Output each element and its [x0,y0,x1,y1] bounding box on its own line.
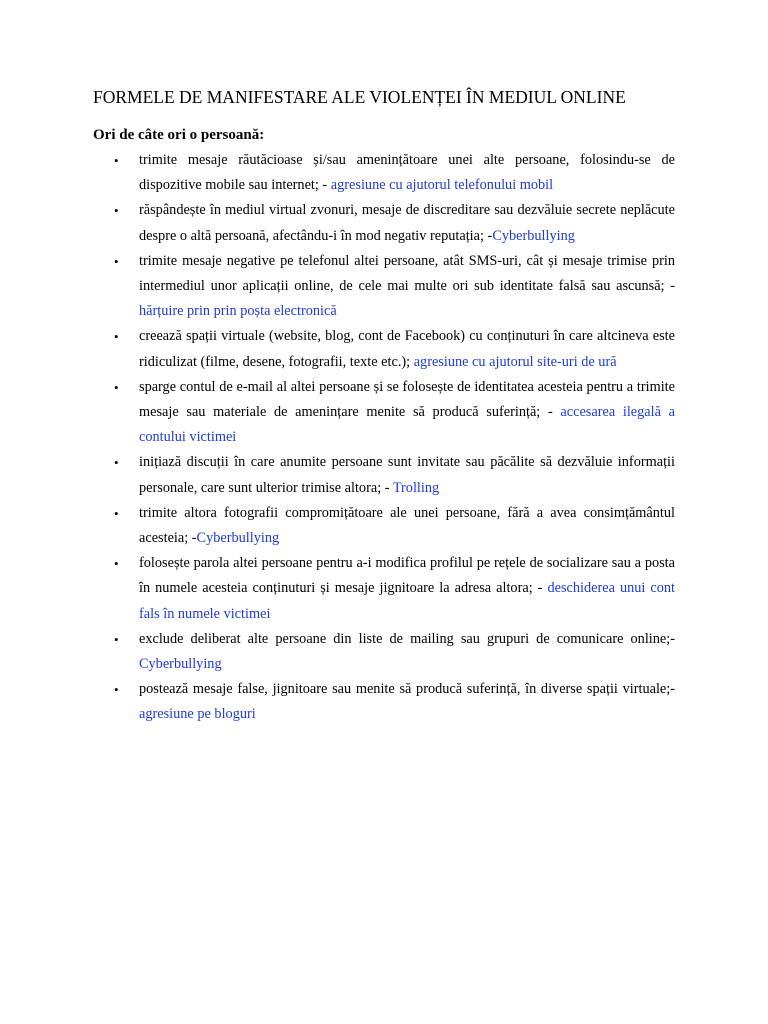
list-item [0,148,675,198]
bullet-icon: • [114,556,119,572]
list-item [0,627,675,677]
list-item [0,198,675,248]
list-item [0,677,675,727]
item-category: deschiderea unui cont fals în numele victimei [139,580,675,622]
item-text: postează mesaje false, jignitoare sau menite să producă suferință, în diverse spații virtuale;- [139,681,675,698]
item-text: exclude deliberat alte persoane din liste de mailing sau grupuri de comunicare online;- [139,630,675,647]
bullet-icon: • [114,682,119,698]
item-category: agresiune cu ajutorul site-uri de ură [413,353,617,370]
item-text: trimite mesaje negative pe telefonul altei persoane, atât SMS-uri, cât și mesaje trimise prin intermediul unor aplicații online, de cele mai multe ori sub identitate falsă sau ascunsă; - [139,252,675,295]
bullet-icon: • [114,631,119,647]
item-category: Cyberbullying [139,656,222,673]
list-item [0,450,675,500]
item-category: agresiune pe bloguri [139,706,256,723]
intro-heading: Ori de câte ori o persoană: [93,127,265,143]
item-text: trimite mesaje răutăcioase și/sau amenințătoare unei alte persoane, folosindu-se de dispozitive mobile sau internet; - [139,152,675,194]
bullet-icon: • [114,153,119,168]
item-category: Cyberbullying [196,530,280,547]
list-item [0,249,675,325]
item-text: inițiază discuții în care anumite persoane sunt invitate sau păcălite să dezvăluie informații personale, care sunt ulterior trimise altora; - [139,454,675,496]
item-category: agresiune cu ajutorul telefonului mobil [330,177,554,194]
item-category: hărțuire prin prin poșta electronică [139,303,337,320]
bullet-icon: • [114,253,119,269]
bullet-icon: • [114,505,119,521]
list-item [0,501,675,551]
item-category: Trolling [392,479,440,496]
list-item [0,375,675,451]
bullet-icon: • [114,455,119,471]
item-text: creează spații virtuale (website, blog, cont de Facebook) cu conținuturi în care altcineva este ridiculizat (filme, desene, fotografii, texte etc.); [139,328,675,370]
item-text: folosește parola altei persoane pentru a-i modifica profilul pe rețele de socializare sau a posta în numele acesteia conținuturi și mesaje jignitoare la adresa altora; - [139,555,675,597]
item-category: Cyberbullying [492,227,575,244]
item-text: sparge contul de e-mail al altei persoane și se folosește de identitatea acesteia pentru a trimite mesaje sau materiale de amenințare menite să producă suferință; - [139,378,675,421]
item-category: accesarea ilegală a contului victimei [139,404,675,446]
item-text: trimite altora fotografii compromițătoare ale unei persoane, fără a avea consimțământul acesteia; - [139,504,675,547]
bullet-icon: • [114,203,119,219]
bullet-icon: • [114,379,119,395]
item-text: răspândește în mediul virtual zvonuri, mesaje de discreditare sau dezvăluie secrete neplăcute despre o altă persoană, afectându-i în mod negativ reputația; - [139,202,675,244]
violence-forms-list [0,148,768,728]
document-title: FORMELE DE MANIFESTARE ALE VIOLENȚEI ÎN MEDIUL ONLINE [93,87,626,107]
list-item [0,324,675,374]
list-item [0,551,675,627]
bullet-icon: • [114,329,119,345]
